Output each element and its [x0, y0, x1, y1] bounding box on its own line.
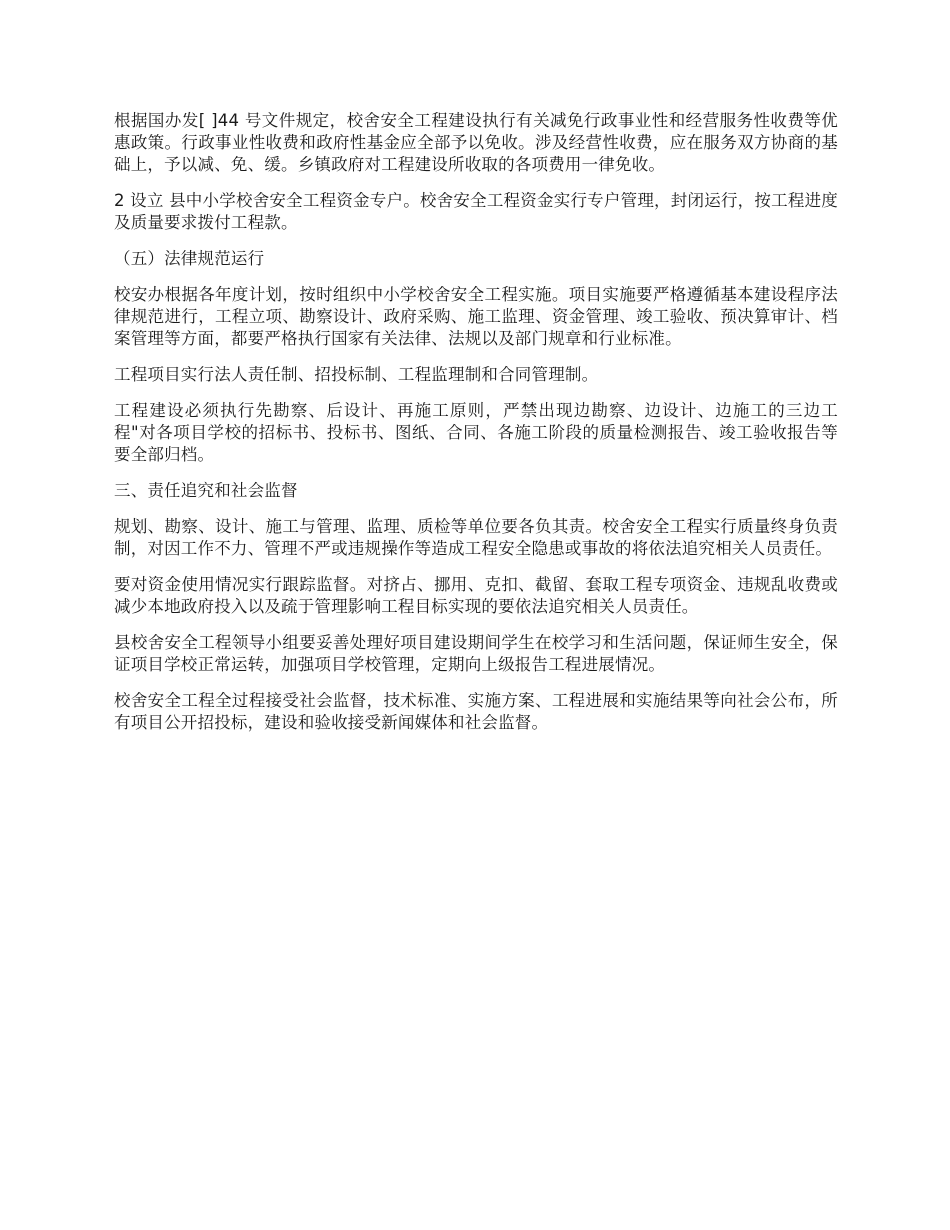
section-heading-accountability: 三、责任追究和社会监督: [114, 481, 298, 500]
section-heading-legal-operation: （五）法律规范运行: [114, 249, 265, 268]
paragraph-fund-account: 2 设立 县中小学校舍安全工程资金专户。校舍安全工程资金实行专户管理，封闭运行，按工程进度及质量要求拨付工程款。: [114, 191, 838, 232]
paragraph-responsibility: 规划、勘察、设计、施工与管理、监理、质检等单位要各负其责。校舍安全工程实行质量终身负责制，对因工作不力、管理不严或违规操作等造成工程安全隐患或事故的将依法追究相关人员责任。: [114, 517, 838, 558]
paragraph-fund-supervision: 要对资金使用情况实行跟踪监督。对挤占、挪用、克扣、截留、套取工程专项资金、违规乱收费或减少本地政府投入以及疏于管理影响工程目标实现的要依法追究相关人员责任。: [114, 575, 838, 616]
paragraph-implementation: 校安办根据各年度计划，按时组织中小学校舍安全工程实施。项目实施要严格遵循基本建设程序法律规范进行，工程立项、勘察设计、政府采购、施工监理、资金管理、竣工验收、预决算审计、档案管理等方面，都要严格执行国家有关法律、法规以及部门规章和行业标准。: [114, 285, 838, 348]
paragraph-fee-exemption: 根据国办发[ ]44 号文件规定，校舍安全工程建设执行有关减免行政事业性和经营服务性收费等优惠政策。行政事业性收费和政府性基金应全部予以免收。涉及经营性收费，应在服务双方协商的基础上，予以减、免、缓。乡镇政府对工程建设所收取的各项费用一律免收。: [114, 111, 838, 174]
paragraph-public-supervision: 校舍安全工程全过程接受社会监督，技术标准、实施方案、工程进展和实施结果等向社会公布，所有项目公开招投标，建设和验收接受新闻媒体和社会监督。: [114, 691, 838, 732]
paragraph-leadership-group: 县校舍安全工程领导小组要妥善处理好项目建设期间学生在校学习和生活问题，保证师生安全，保证项目学校正常运转，加强项目学校管理，定期向上级报告工程进展情况。: [114, 633, 838, 674]
paragraph-management-systems: 工程项目实行法人责任制、招投标制、工程监理制和合同管理制。: [114, 365, 599, 384]
paragraph-construction-principles: 工程建设必须执行先勘察、后设计、再施工原则，严禁出现边勘察、边设计、边施工的三边工程"对各项目学校的招标书、投标书、图纸、合同、各施工阶段的质量检测报告、竣工验收报告等要全部归档。: [114, 401, 838, 464]
